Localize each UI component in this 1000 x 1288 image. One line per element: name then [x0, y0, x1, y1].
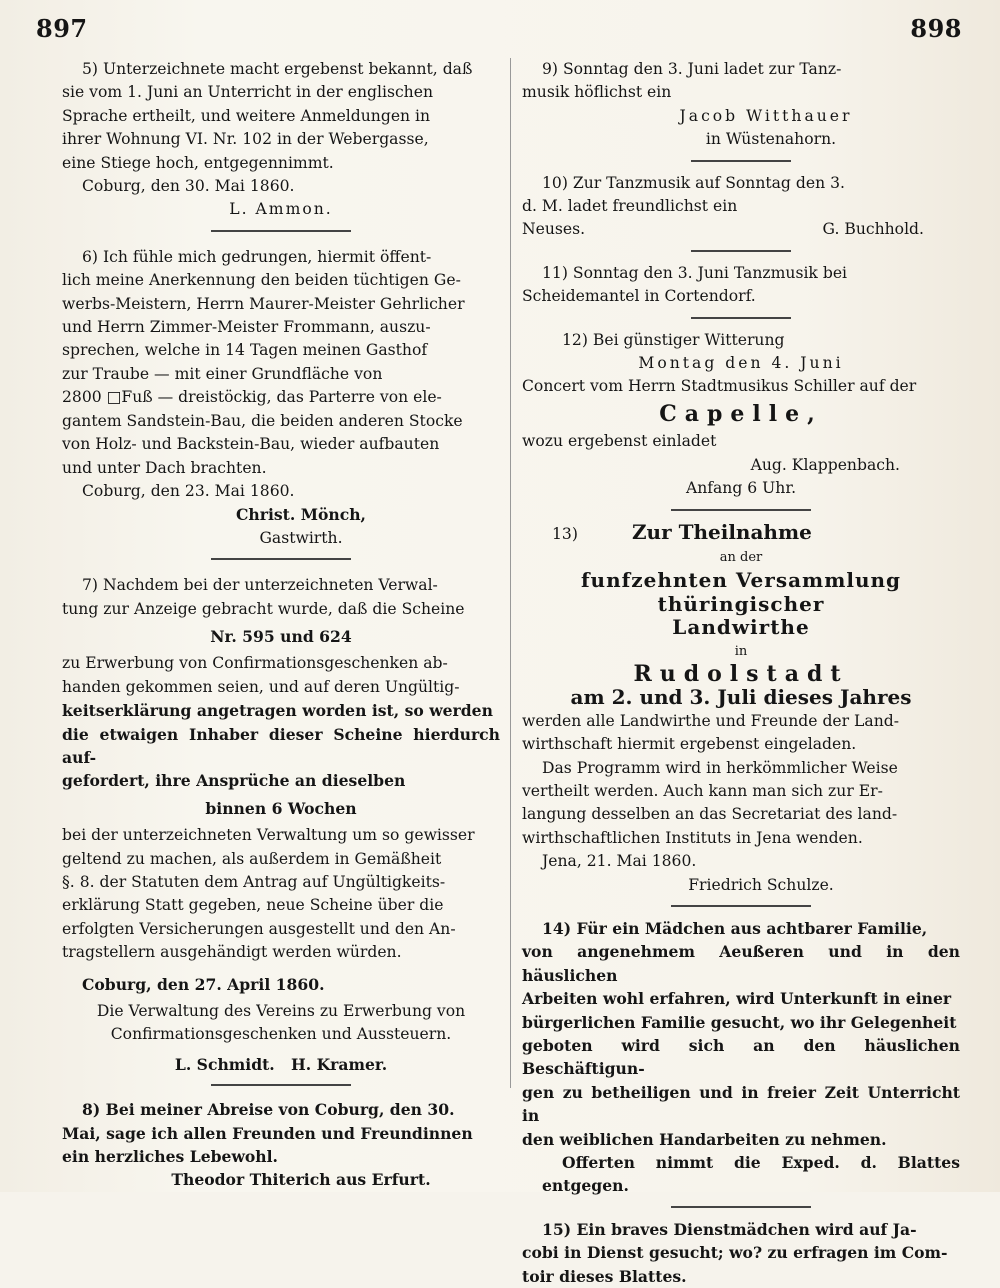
ad-line: die etwaigen Inhaber dieser Scheine hierdurch auf- — [62, 724, 500, 767]
ad-line: eine Stiege hoch, entgegennimmt. — [62, 153, 334, 172]
ad-venue: Capelle, — [659, 400, 823, 427]
ad-signature-title: Gastwirth. — [259, 528, 343, 547]
ad-line: 2800 □Fuß — dreistöckig, das Parterre von ele- — [62, 388, 442, 407]
ad-name: Jacob Witthauer — [679, 106, 853, 125]
ad-signature: L. Ammon. — [229, 200, 333, 219]
ad-line: toir dieses Blattes. — [522, 1266, 687, 1286]
ad-line: und Herrn Zimmer-Meister Frommann, auszu- — [62, 318, 431, 337]
advertisement-15 — [522, 1218, 960, 1288]
ad-line: 15) Ein braves Dienstmädchen wird auf Ja- — [542, 1219, 917, 1239]
ad-line: gantem Sandstein-Bau, die beiden anderen Stocke — [62, 411, 463, 430]
advertisement-8 — [62, 1098, 500, 1192]
ad-line: gefordert, ihre Ansprüche an dieselben — [62, 771, 406, 791]
ad-line: musik höflichst ein — [522, 83, 672, 102]
ad-line: von Holz- und Backstein-Bau, wieder aufbauten — [62, 435, 440, 454]
ad-organization: Confirmationsgeschenken und Aussteuern. — [110, 1025, 452, 1044]
ad-signature: Friedrich Schulze. — [688, 875, 834, 894]
ad-line: Das Programm wird in herkömmlicher Weise — [542, 758, 898, 777]
ad-line: erfolgten Versicherungen ausgestellt und den An- — [62, 919, 456, 938]
ad-line: sprechen, welche in 14 Tagen meinen Gasthof — [62, 341, 428, 360]
ad-heading-row — [522, 521, 960, 546]
ad-organization: Die Verwaltung des Vereins zu Erwerbung von — [96, 1002, 466, 1021]
ad-line: 9) Sonntag den 3. Juni ladet zur Tanz- — [542, 60, 842, 78]
ad-offers: Offerten nimmt die Exped. d. Blattes entgegen. — [542, 1153, 960, 1196]
ad-line: vertheilt werden. Auch kann man sich zur Er- — [522, 781, 883, 800]
separator-rule — [211, 558, 351, 560]
right-column — [522, 58, 960, 1288]
ad-number: 13) — [552, 524, 578, 543]
ad-line: und unter Dach brachten. — [62, 458, 267, 477]
separator-rule — [211, 230, 351, 232]
ad-line: bei der unterzeichneten Verwaltung um so gewisser — [62, 826, 475, 845]
ad-date: Coburg, den 23. Mai 1860. — [82, 481, 295, 500]
ad-line: tung zur Anzeige gebracht wurde, daß die Scheine — [62, 599, 465, 618]
separator-rule — [671, 1206, 811, 1208]
ad-line: ein herzliches Lebewohl. — [62, 1147, 278, 1167]
ad-line: geltend zu machen, als außerdem in Gemäßheit — [62, 849, 442, 868]
ad-line: wirthschaftlichen Instituts in Jena wenden. — [522, 828, 863, 847]
page-number-right: 898 — [910, 14, 962, 43]
ad-line: wirthschaft hiermit ergebenst eingeladen. — [522, 735, 857, 754]
ad-signature: Christ. Mönch, — [236, 505, 366, 525]
ad-signature: G. Buchhold. — [822, 220, 924, 239]
ad-dates: am 2. und 3. Juli dieses Jahres — [570, 685, 912, 710]
left-column — [62, 58, 500, 1192]
advertisement-5 — [62, 58, 500, 222]
advertisement-9 — [522, 58, 960, 152]
ad-line: wozu ergebenst einladet — [522, 432, 717, 451]
ad-line: geboten wird sich an den häuslichen Beschäftigun- — [522, 1036, 960, 1079]
ad-line: an der — [719, 549, 763, 565]
ad-date: Coburg, den 27. April 1860. — [82, 974, 325, 994]
ad-line: werbs-Meistern, Herrn Maurer-Meister Gehrlicher — [62, 294, 465, 313]
column-divider — [510, 58, 511, 1088]
ad-line: von angenehmem Aeußeren und in den häuslichen — [522, 942, 960, 985]
ad-line: lich meine Anerkennung den beiden tüchtigen Ge- — [62, 271, 461, 290]
ad-line: Concert vom Herrn Stadtmusikus Schiller auf der — [522, 377, 917, 396]
ad-date: Coburg, den 30. Mai 1860. — [82, 177, 295, 196]
separator-rule — [691, 317, 791, 319]
ad-line: langung desselben an das Secretariat des land- — [522, 805, 898, 824]
ad-line: d. M. ladet freundlichst ein — [522, 197, 738, 216]
ad-start-time: Anfang 6 Uhr. — [685, 479, 797, 498]
ad-line: den weiblichen Handarbeiten zu nehmen. — [522, 1129, 887, 1149]
ad-line: 10) Zur Tanzmusik auf Sonntag den 3. — [542, 173, 845, 192]
ad-line: ihrer Wohnung VI. Nr. 102 in der Webergasse, — [62, 130, 429, 149]
ad-line: keitserklärung angetragen worden ist, so werden — [62, 701, 493, 721]
ad-line: 11) Sonntag den 3. Juni Tanzmusik bei — [542, 263, 848, 282]
separator-rule — [671, 905, 811, 907]
ad-line: 6) Ich fühle mich gedrungen, hiermit öffent- — [82, 247, 432, 266]
ad-line: sie vom 1. Juni an Unterricht in der englischen — [62, 83, 433, 102]
ad-line: §. 8. der Statuten dem Antrag auf Ungültigkeits- — [62, 873, 446, 891]
ad-certificate-numbers: Nr. 595 und 624 — [210, 626, 352, 646]
ad-line: handen gekommen seien, und auf deren Ungültig- — [62, 677, 460, 696]
separator-rule — [211, 1084, 351, 1086]
separator-rule — [671, 509, 811, 511]
ad-town: Rudolstadt — [633, 660, 849, 687]
advertisement-14 — [522, 917, 960, 1198]
ad-line: gen zu betheiligen und in freier Zeit Unterricht in — [522, 1082, 960, 1126]
ad-farmers: Landwirthe — [672, 615, 810, 640]
ad-signature: Aug. Klappenbach. — [750, 455, 900, 474]
ad-signatures: L. Schmidt. H. Kramer. — [174, 1054, 388, 1074]
advertisement-10 — [522, 172, 960, 242]
ad-place: in Wüstenahorn. — [705, 130, 837, 149]
ad-line: cobi in Dienst gesucht; wo? zu erfragen im Com- — [522, 1243, 948, 1263]
ad-place: Neuses. — [522, 220, 586, 239]
ad-line: tragstellern ausgehändigt werden würden. — [62, 943, 402, 962]
ad-date: Jena, 21. Mai 1860. — [542, 852, 697, 871]
ad-line: zu Erwerbung von Confirmationsgeschenken ab- — [62, 654, 448, 673]
separator-rule — [691, 250, 791, 252]
ad-date: Montag den 4. Juni — [638, 354, 844, 373]
separator-rule — [691, 160, 791, 162]
ad-line: zur Traube — mit einer Grundfläche von — [62, 364, 383, 383]
ad-line: 12) Bei günstiger Witterung — [562, 330, 785, 349]
advertisement-13 — [522, 521, 960, 898]
ad-line: Arbeiten wohl erfahren, wird Unterkunft in einer — [522, 989, 952, 1009]
ad-line: werden alle Landwirthe und Freunde der Land- — [522, 711, 900, 730]
advertisement-12 — [522, 329, 960, 501]
ad-assembly: funfzehnten Versammlung thüringischer — [580, 568, 902, 616]
ad-line: erklärung Statt gegeben, neue Scheine über die — [62, 896, 444, 915]
ad-line: 7) Nachdem bei der unterzeichneten Verwal- — [82, 576, 438, 595]
ad-heading: Zur Theilnahme — [631, 519, 812, 544]
ad-line: in — [734, 643, 748, 659]
page-number-left: 897 — [36, 14, 88, 43]
ad-line: bürgerlichen Familie gesucht, wo ihr Gelegenheit — [522, 1012, 957, 1032]
ad-period: binnen 6 Wochen — [205, 798, 357, 818]
ad-line: Scheidemantel in Cortendorf. — [522, 287, 756, 306]
advertisement-11 — [522, 262, 960, 309]
ad-signature: Theodor Thiterich aus Erfurt. — [171, 1170, 431, 1190]
ad-line: Sprache ertheilt, und weitere Anmeldungen in — [62, 106, 431, 125]
ad-line: Mai, sage ich allen Freunden und Freundinnen — [62, 1123, 473, 1143]
ad-line: 14) Für ein Mädchen aus achtbarer Familie, — [542, 919, 928, 938]
advertisement-6 — [62, 246, 500, 550]
advertisement-7 — [62, 574, 500, 1076]
ad-line: 5) Unterzeichnete macht ergebenst bekannt, daß — [82, 60, 473, 78]
ad-place-signature-row — [522, 218, 960, 241]
ad-line: 8) Bei meiner Abreise von Coburg, den 30. — [82, 1100, 455, 1120]
